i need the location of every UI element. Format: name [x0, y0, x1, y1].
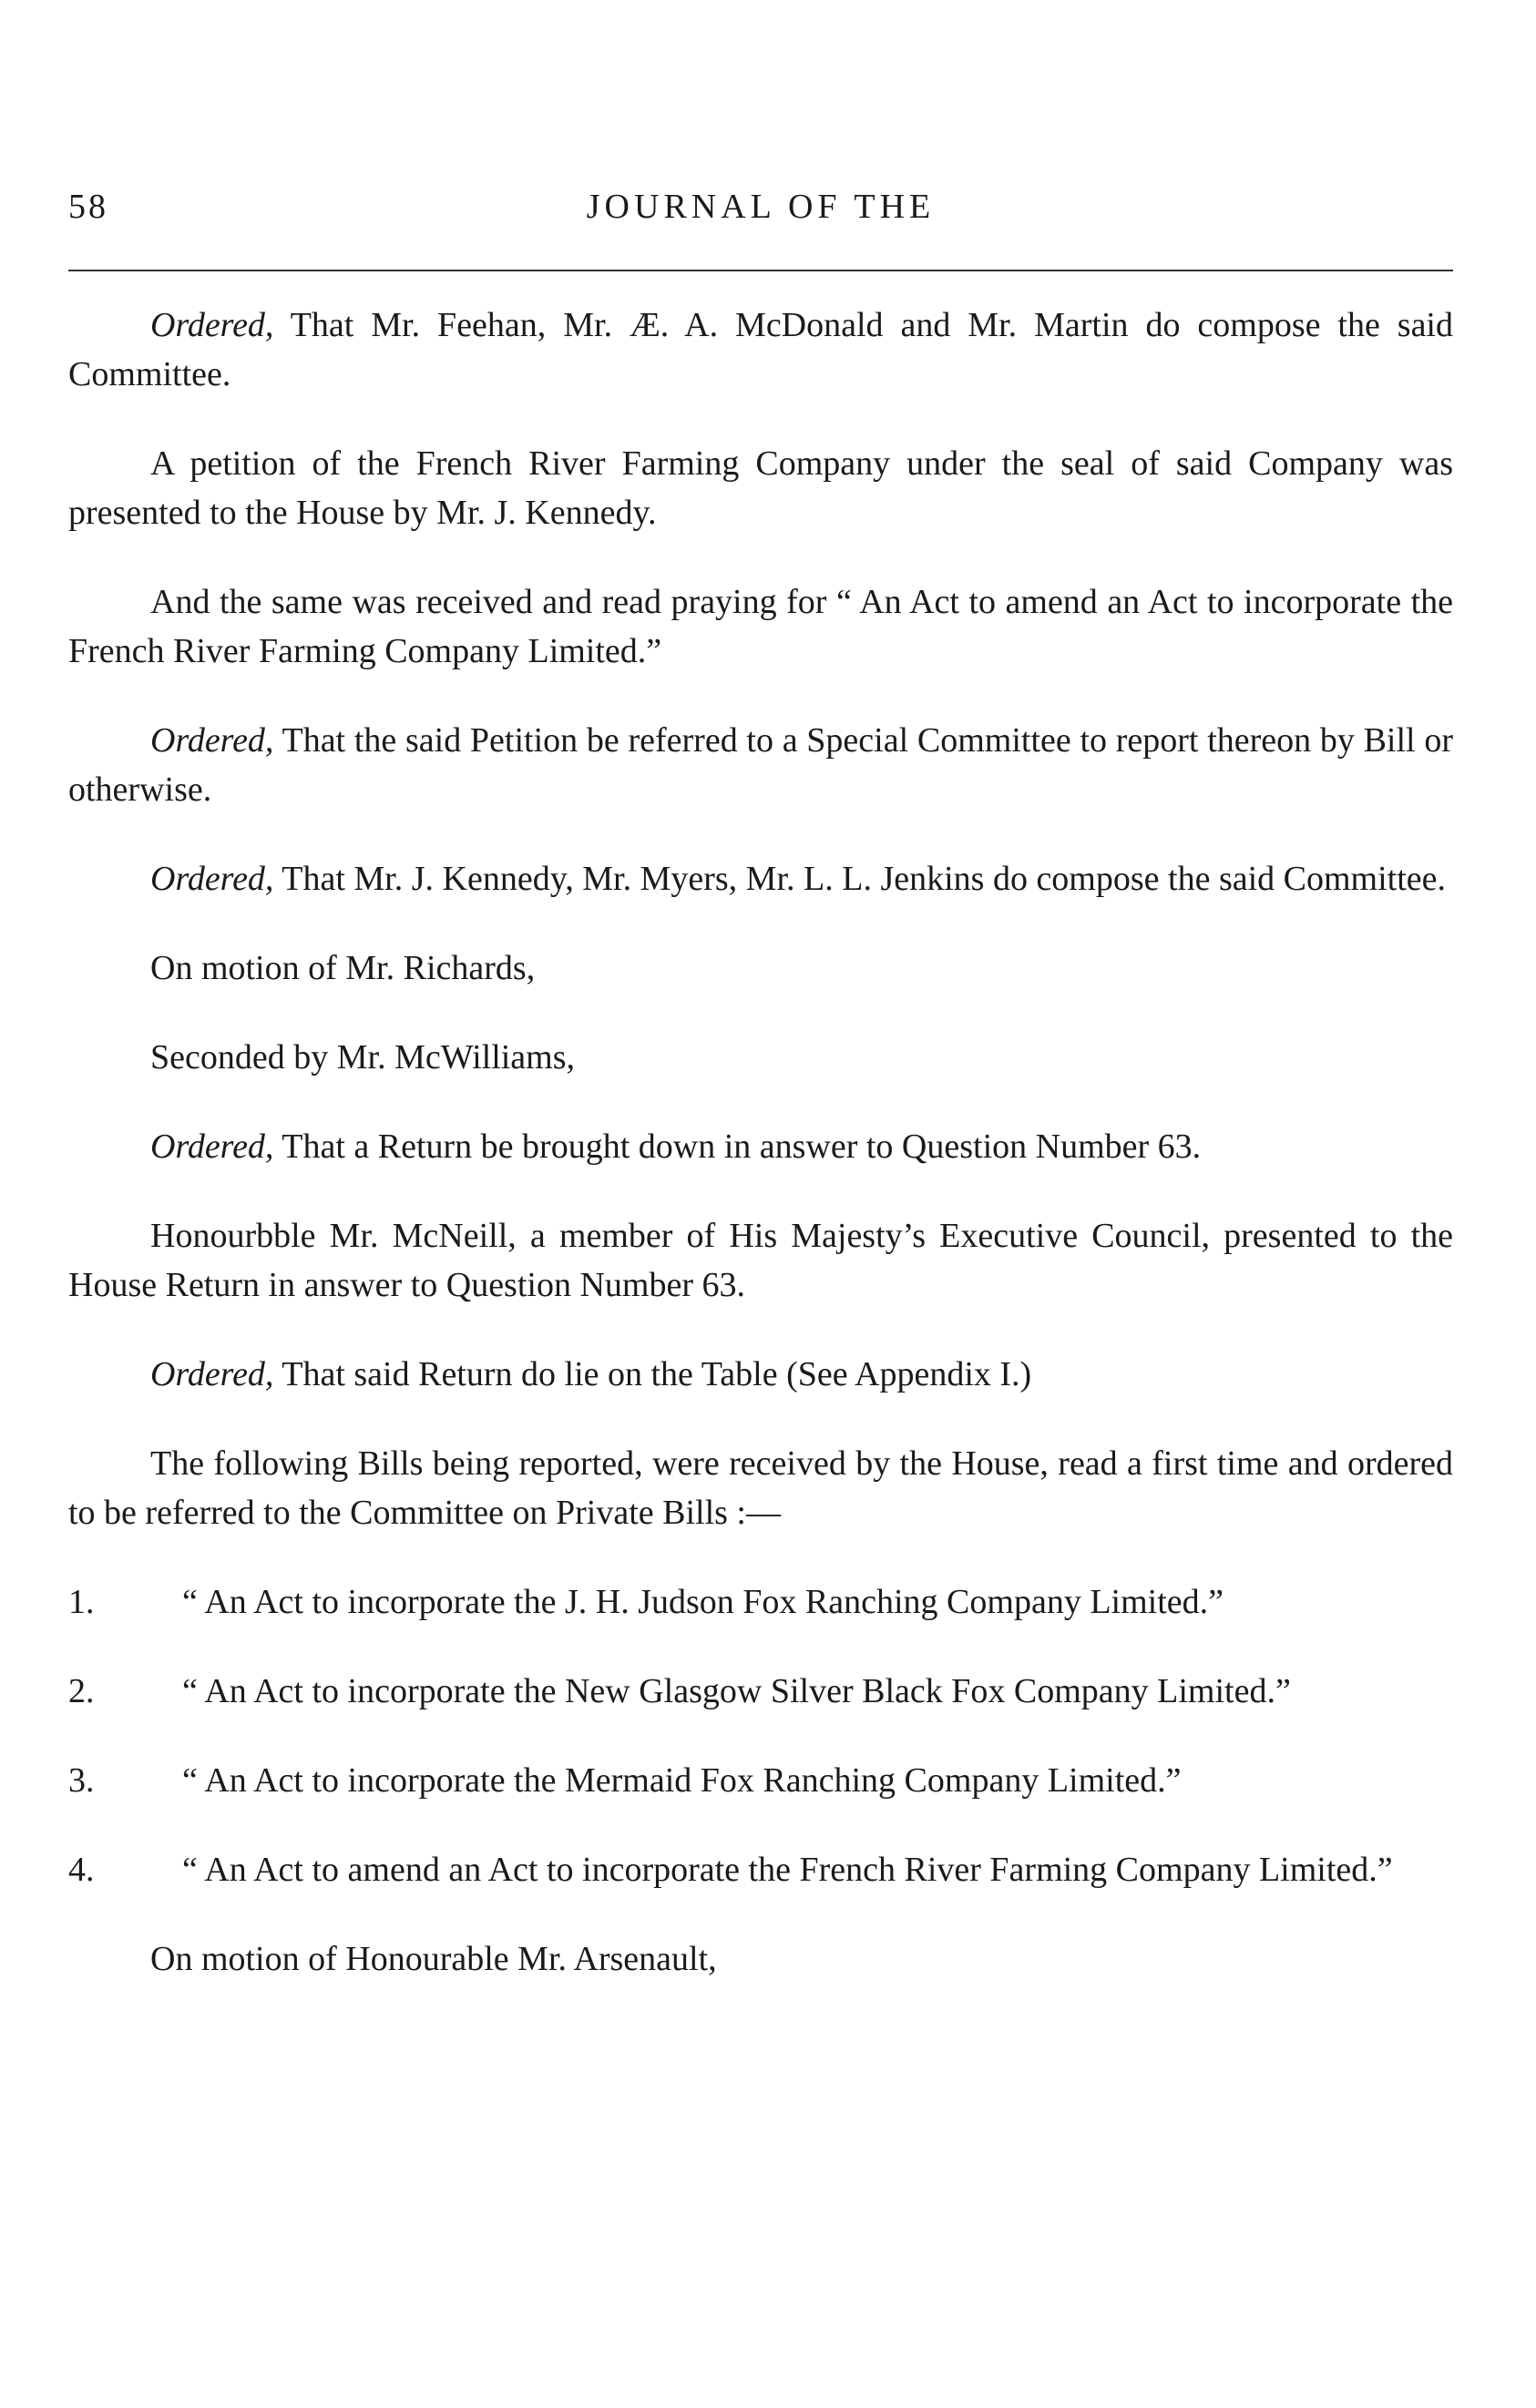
bill-title: “ An Act to amend an Act to incorporate the French River Farming Company Limited.” — [182, 1851, 1393, 1889]
paragraph-lead: Ordered, — [150, 306, 274, 344]
paragraph-text: The following Bills being reported, were received by the House, read a first time and ordered to be referred to the Committee on Private Bills :— — [68, 1444, 1453, 1532]
paragraph-lead: Ordered, — [150, 1127, 274, 1166]
paragraph — [68, 439, 1453, 537]
bill-item — [68, 1577, 1453, 1627]
paragraph-text: On motion of Honourable Mr. Arsenault, — [150, 1940, 717, 1978]
paragraph-lead: Ordered, — [150, 721, 274, 760]
bill-title: “ An Act to incorporate the J. H. Judson Fox Ranching Company Limited.” — [182, 1583, 1224, 1621]
paragraph-text: That Mr. J. Kennedy, Mr. Myers, Mr. L. L. Jenkins do compose the said Committee. — [273, 860, 1447, 898]
paragraph-text: A petition of the French River Farming Company under the seal of said Company was presented to the House by Mr. J. Kennedy. — [68, 444, 1453, 532]
paragraph — [68, 1439, 1453, 1537]
paragraph-text: Honourbble Mr. McNeill, a member of His Majesty’s Executive Council, presented to the House Return in answer to Question Number 63. — [68, 1217, 1453, 1304]
paragraph-text: And the same was received and read praying for “ An Act to amend an Act to incorporate the French River Farming Company Limited.” — [68, 583, 1453, 670]
bill-number: 4. — [68, 1851, 95, 1889]
paragraph — [68, 1350, 1453, 1399]
bill-number: 1. — [68, 1583, 95, 1621]
page-number: 58 — [68, 188, 108, 226]
paragraph-lead: Ordered, — [150, 860, 274, 898]
bill-number: 3. — [68, 1761, 95, 1800]
paragraph — [68, 1211, 1453, 1310]
bill-title: “ An Act to incorporate the New Glasgow Silver Black Fox Company Limited.” — [182, 1672, 1291, 1710]
paragraph — [68, 577, 1453, 676]
bill-number: 2. — [68, 1672, 95, 1710]
header-rule — [68, 270, 1453, 271]
bill-item — [68, 1845, 1453, 1894]
running-header — [68, 187, 1453, 232]
paragraph-text: That Mr. Feehan, Mr. Æ. A. McDonald and Mr. Martin do compose the said Committee. — [68, 306, 1453, 393]
paragraph — [68, 1122, 1453, 1171]
paragraph-lead: Ordered, — [150, 1355, 274, 1393]
closing-paragraph — [68, 1934, 1453, 1984]
paragraph — [68, 1033, 1453, 1082]
paragraph-text: On motion of Mr. Richards, — [150, 949, 536, 987]
paragraph — [68, 716, 1453, 814]
paragraph — [68, 301, 1453, 399]
bill-item — [68, 1756, 1453, 1805]
paragraph-text: That the said Petition be referred to a Special Committee to report thereon by Bill or otherwise. — [68, 721, 1453, 809]
paragraph-text: Seconded by Mr. McWilliams, — [150, 1038, 576, 1076]
running-title: JOURNAL OF THE — [586, 188, 936, 226]
paragraph — [68, 854, 1453, 903]
paragraph-text: That said Return do lie on the Table (See Appendix I.) — [273, 1355, 1032, 1393]
bill-title: “ An Act to incorporate the Mermaid Fox Ranching Company Limited.” — [182, 1761, 1182, 1800]
paragraph — [68, 944, 1453, 993]
bill-item — [68, 1667, 1453, 1716]
paragraph-text: That a Return be brought down in answer to Question Number 63. — [273, 1127, 1202, 1166]
journal-body — [68, 301, 1453, 2024]
